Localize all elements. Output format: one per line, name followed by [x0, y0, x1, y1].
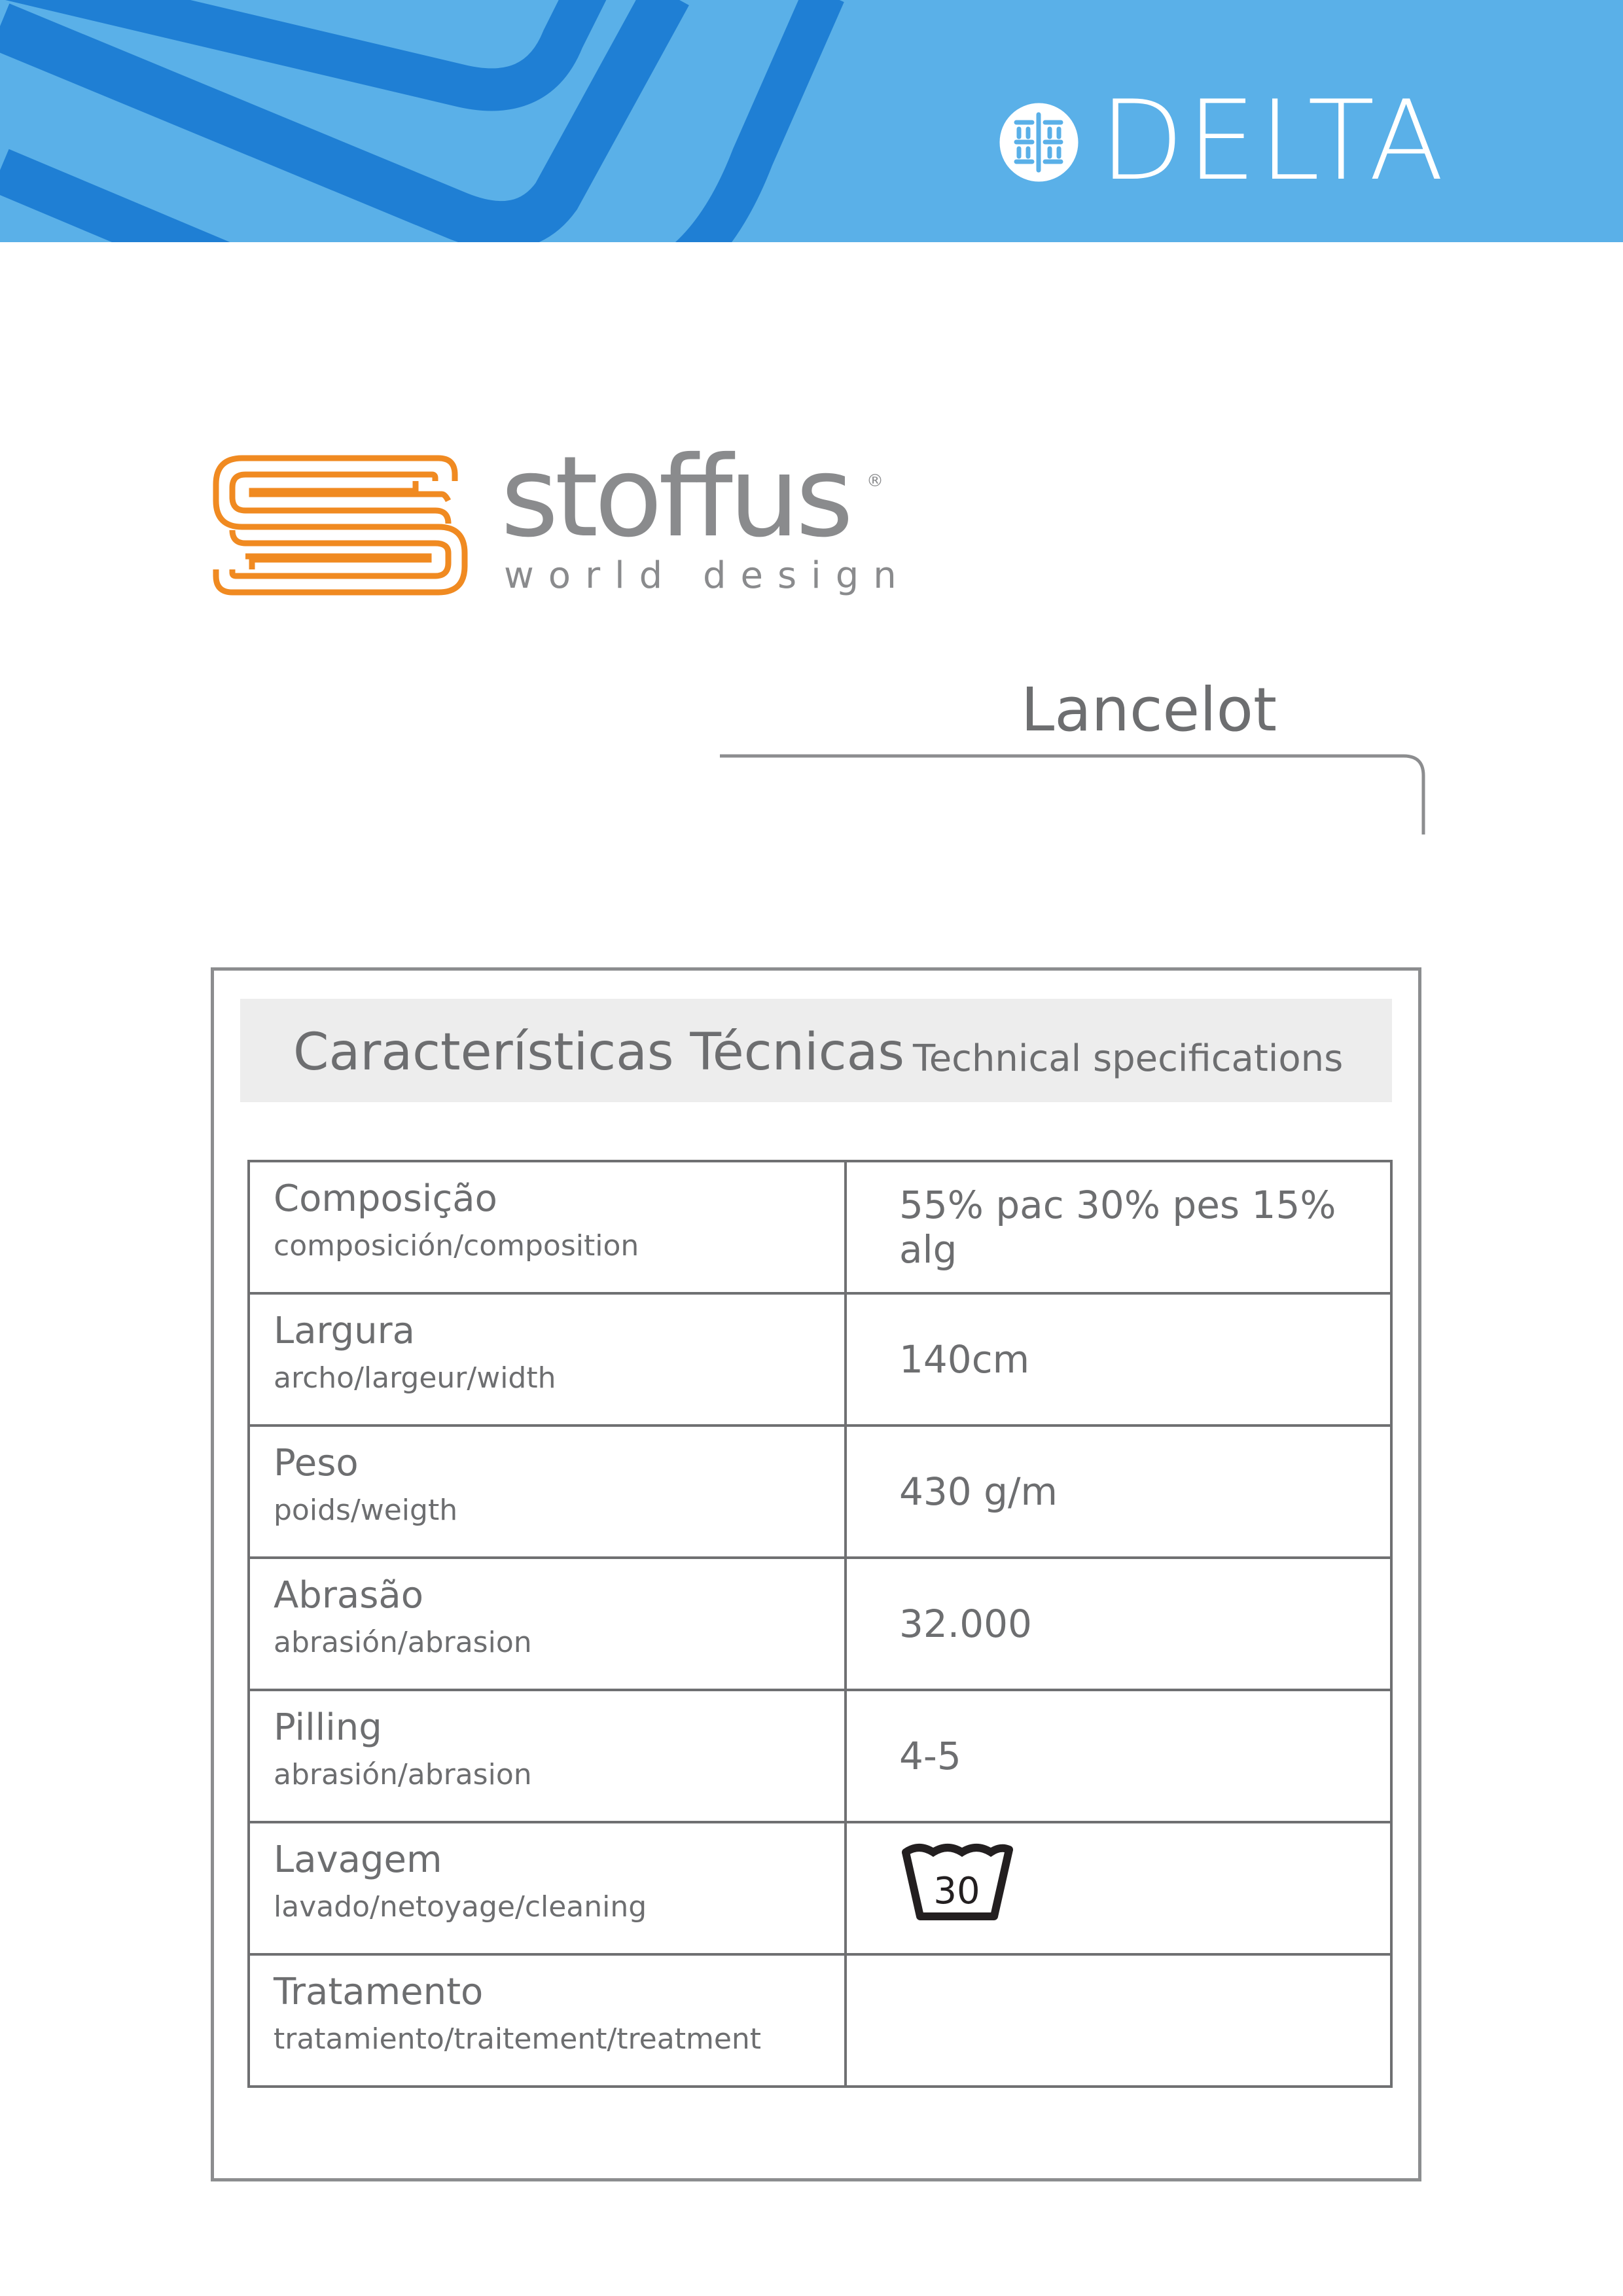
- spec-sublabel: lavado/netoyage/cleaning: [274, 1890, 647, 1924]
- spec-label: Pilling: [274, 1706, 382, 1749]
- table-row: [249, 1822, 1391, 1954]
- spec-value: 32.000: [846, 1558, 1391, 1690]
- header-banner: [0, 0, 1623, 242]
- spec-label: Abrasão: [274, 1574, 423, 1617]
- spec-value: 55% pac 30% pes 15% alg: [846, 1161, 1391, 1293]
- spec-label: Composição: [274, 1177, 497, 1220]
- spec-label: Peso: [274, 1442, 359, 1484]
- product-underline: [720, 753, 1427, 838]
- delta-logo-icon: [998, 101, 1080, 183]
- spec-value: [846, 1954, 1391, 2087]
- banner-stripes: [0, 0, 1047, 242]
- spec-sublabel: tratamiento/traitement/treatment: [274, 2022, 762, 2056]
- product-name: Lancelot: [1021, 675, 1277, 745]
- spec-label-cell: [249, 1954, 846, 2087]
- registered-mark: ®: [866, 471, 883, 491]
- table-row: [249, 1426, 1391, 1558]
- spec-sublabel: abrasión/abrasion: [274, 1626, 532, 1659]
- spec-label: Lavagem: [274, 1839, 442, 1881]
- spec-value: 4-5: [846, 1690, 1391, 1822]
- table-row: [249, 1161, 1391, 1293]
- delta-brand-name: DELTA: [1099, 77, 1447, 205]
- spec-label-cell: [249, 1690, 846, 1822]
- spec-label-cell: [249, 1822, 846, 1954]
- wash-30-icon: [899, 1838, 1014, 1923]
- stoffus-brand-name: stoffus: [501, 433, 850, 562]
- spec-sublabel: abrasión/abrasion: [274, 1758, 532, 1791]
- spec-title: Características Técnicas: [293, 1023, 905, 1082]
- stoffus-s-icon: [213, 455, 468, 596]
- spec-value-icon-cell: [846, 1822, 1391, 1954]
- spec-value: 140cm: [846, 1293, 1391, 1426]
- spec-label-cell: [249, 1426, 846, 1558]
- table-row: [249, 1954, 1391, 2087]
- table-row: [249, 1690, 1391, 1822]
- spec-label: Tratamento: [274, 1971, 484, 2013]
- wash-temperature: 30: [933, 1870, 980, 1912]
- table-row: [249, 1293, 1391, 1426]
- stoffus-tagline: world design: [504, 554, 911, 597]
- spec-subtitle: Technical specifications: [913, 1037, 1344, 1080]
- spec-label-cell: [249, 1558, 846, 1690]
- spec-value: 430 g/m: [846, 1426, 1391, 1558]
- spec-label: Largura: [274, 1310, 415, 1352]
- spec-sublabel: archo/largeur/width: [274, 1361, 556, 1395]
- spec-sublabel: composición/composition: [274, 1229, 639, 1263]
- spec-table: [247, 1160, 1393, 2088]
- table-row: [249, 1558, 1391, 1690]
- spec-label-cell: [249, 1293, 846, 1426]
- spec-sublabel: poids/weigth: [274, 1494, 458, 1527]
- spec-label-cell: [249, 1161, 846, 1293]
